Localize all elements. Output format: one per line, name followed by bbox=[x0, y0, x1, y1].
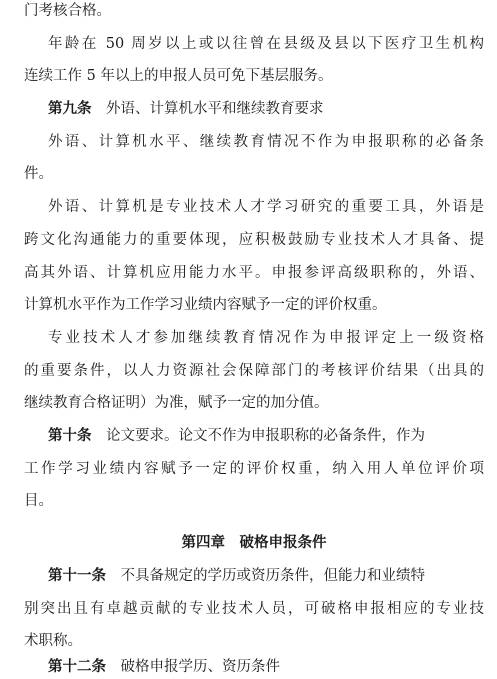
text-line-content: 门考核合格。 bbox=[24, 3, 111, 19]
article-heading-9 bbox=[48, 98, 484, 120]
text-line-content: 件。 bbox=[24, 166, 53, 182]
text-line-content: 别突出且有卓越贡献的专业技术人员，可破格申报相应的专业技 bbox=[24, 601, 484, 617]
paragraph-line bbox=[48, 131, 484, 153]
text-line-content: 外语、计算机水平、继续教育情况不作为申报职称的必备条 bbox=[48, 134, 484, 150]
text-line-content: 高其外语、计算机应用能力水平。申报参评高级职称的，外语、 bbox=[24, 265, 484, 281]
text-line bbox=[24, 490, 484, 512]
text-line-content: 外语、计算机是专业技术人才学习研究的重要工具，外语是 bbox=[48, 199, 484, 215]
article-number: 第十条 bbox=[48, 428, 92, 444]
text-line bbox=[24, 163, 484, 185]
text-line-content: 的重要条件，以人力资源社会保障部门的考核评价结果（出具的 bbox=[24, 363, 484, 379]
text-line bbox=[24, 598, 484, 620]
article-heading-10 bbox=[48, 425, 484, 447]
article-number: 第十二条 bbox=[48, 659, 106, 675]
text-line-content: 工作学习业绩内容赋予一定的评价权重，纳入用人单位评价项 bbox=[24, 461, 484, 477]
article-text: 不具备规定的学历或资历条件，但能力和业绩特 bbox=[120, 568, 425, 584]
article-heading-12 bbox=[48, 656, 484, 678]
text-line-content: 专业技术人才参加继续教育情况作为申报评定上一级资格 bbox=[48, 330, 484, 346]
text-line-content: 计算机水平作为工作学习业绩内容赋予一定的评价权重。 bbox=[24, 297, 387, 313]
text-line bbox=[24, 360, 484, 382]
text-line bbox=[24, 294, 484, 316]
text-line bbox=[24, 458, 484, 480]
article-title: 外语、计算机水平和继续教育要求 bbox=[106, 101, 324, 117]
text-line-content: 目。 bbox=[24, 493, 53, 509]
article-title: 破格申报学历、资历条件 bbox=[120, 659, 280, 675]
text-line bbox=[24, 630, 484, 652]
text-line-content: 术职称。 bbox=[24, 633, 82, 649]
text-line-content: 连续工作 5 年以上的申报人员可免下基层服务。 bbox=[24, 68, 333, 84]
article-text: 论文要求。论文不作为申报职称的必备条件，作为 bbox=[106, 428, 425, 444]
paragraph-line bbox=[48, 327, 484, 349]
text-line-content: 年龄在 50 周岁以上或以往曾在县级及县以下医疗卫生机构 bbox=[48, 36, 484, 52]
text-line bbox=[24, 392, 484, 414]
paragraph-line bbox=[48, 196, 484, 218]
text-line bbox=[24, 0, 484, 22]
paragraph-line bbox=[48, 33, 484, 55]
article-number: 第十一条 bbox=[48, 568, 106, 584]
article-heading-11 bbox=[48, 565, 484, 587]
chapter-title: 第四章 破格申报条件 bbox=[181, 535, 327, 551]
article-number: 第九条 bbox=[48, 101, 92, 117]
text-line bbox=[24, 262, 484, 284]
text-line-content: 跨文化沟通能力的重要体现，应积极鼓励专业技术人才具备、提 bbox=[24, 232, 484, 248]
text-line bbox=[24, 229, 484, 251]
text-line bbox=[24, 65, 484, 87]
text-line-content: 继续教育合格证明）为准，赋予一定的加分值。 bbox=[24, 395, 329, 411]
